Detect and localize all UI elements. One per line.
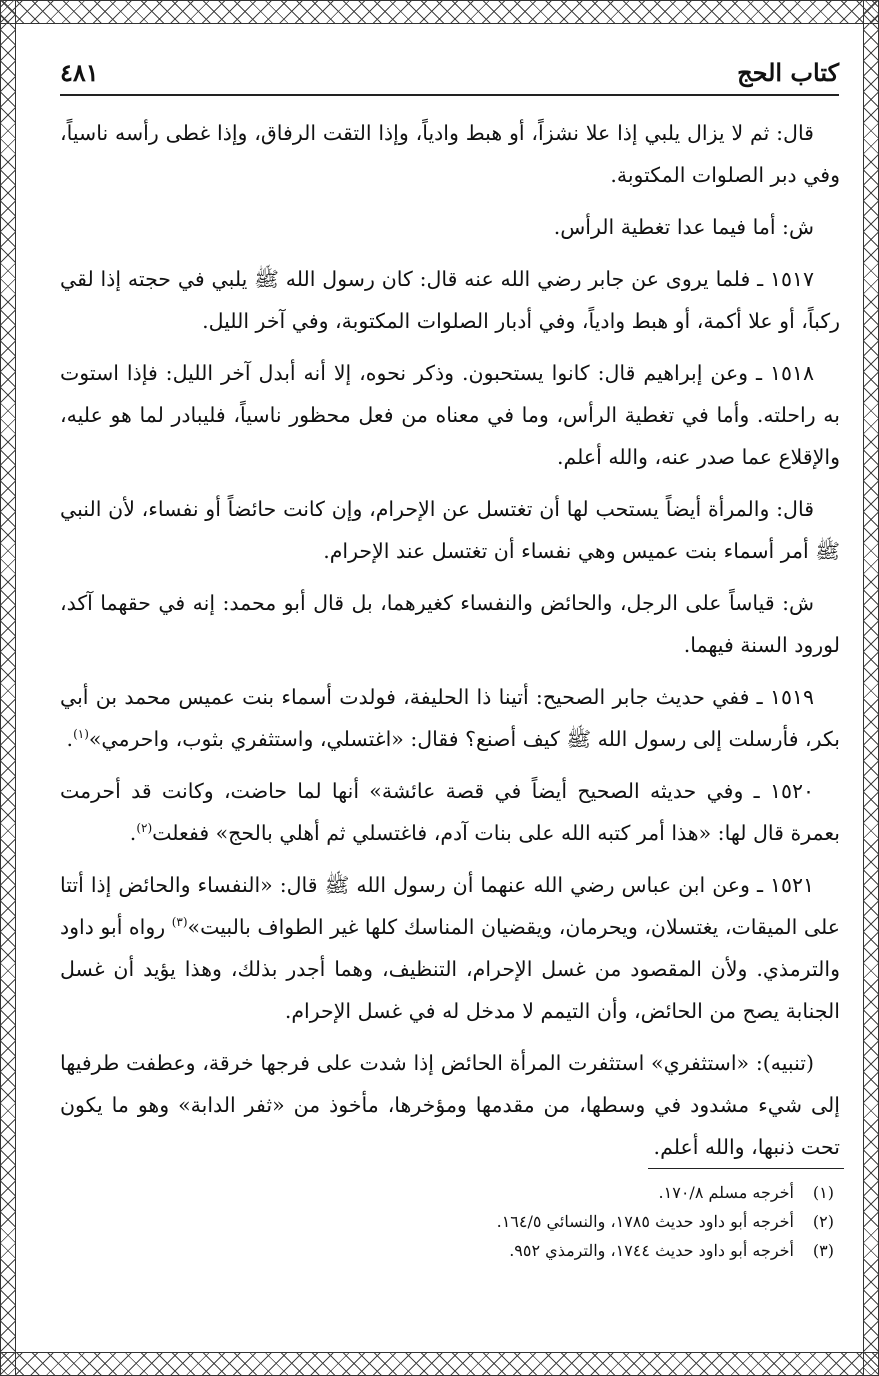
footnote-separator [648, 1168, 844, 1169]
page-number: ٤٨١ [60, 58, 99, 87]
page-border-bottom [0, 1352, 879, 1376]
page-border-right [863, 0, 879, 1376]
paragraph: قال: ثم لا يزال يلبي إذا علا نشزاً، أو هبط وادياً، وإذا التقت الرفاق، وإذا غطى رأسه ناسياً، وفي دبر الصلوات المكتوبة. [60, 121, 840, 187]
paragraph: ١٥٢٠ ـ وفي حديثه الصحيح أيضاً في قصة عائشة» أنها لما حاضت، وكانت قد أحرمت بعمرة قال لها: «هذا أمر كتبه الله على بنات آدم، فاغتسلي ثم أهلي بالحج» ففعلت$^{(٢)}$. [60, 779, 840, 845]
paragraph: ١٥٢١ ـ وعن ابن عباس رضي الله عنهما أن رسول الله ﷺ قال: «النفساء والحائض إذا أتتا على الميقات، يغتسلان، ويحرمان، ويقضيان المناسك كلها غير الطواف بالبيت»$^{(٣)}$ رواه أبو داود والترمذي. ولأن المقصود من غسل الإحرام، التنظيف، وهما أجدر بذلك، وهذا يؤيد أن غسل الجنابة يصح من الحائض، وأن التيمم لا مدخل له في غسل الإحرام. [60, 873, 840, 1023]
page-border-top [0, 0, 879, 24]
page-border-left [0, 0, 16, 1376]
paragraph: ١٥١٩ ـ ففي حديث جابر الصحيح: أتينا ذا الحليفة، فولدت أسماء بنت عميس محمد بن أبي بكر، فأرسلت إلى رسول الله ﷺ كيف أصنع؟ فقال: «اغتسلي، واستثفري بثوب، واحرمي»$^{(١)}$. [60, 685, 840, 751]
paragraph: (تنبيه): «استثفري» استثفرت المرأة الحائض إذا شدت على فرجها خرقة، وعطفت طرفيها إلى شيء مشدود في وسطها، من مقدمها ومؤخرها، مأخوذ من «ثفر الدابة» وهو ما يكون تحت ذنبها، والله أعلم. [60, 1051, 840, 1159]
paragraph: ١٥١٧ ـ فلما يروى عن جابر رضي الله عنه قال: كان رسول الله ﷺ يلبي في حجته إذا لقي ركباً، أو علا أكمة، أو هبط وادياً، وفي أدبار الصلوات المكتوبة، وفي آخر الليل. [60, 267, 840, 333]
page-header [60, 54, 839, 96]
footnotes [60, 1178, 840, 1265]
footnote-ref: (٢) [136, 821, 153, 836]
footnote: (٣)أخرجه أبو داود حديث ١٧٤٤، والترمذي ٩٥٢. [509, 1241, 834, 1260]
footnote: (١)أخرجه مسلم ١٧٠/٨. [658, 1183, 834, 1202]
paragraph: ١٥١٨ ـ وعن إبراهيم قال: كانوا يستحبون. وذكر نحوه، إلا أنه أبدل آخر الليل: فإذا استوت به راحلته. وأما في تغطية الرأس، وما في معناه من فعل محظور ناسياً، فليبادر لما هو عليه، والإقلاع عما صدر عنه، والله أعلم. [60, 361, 840, 469]
paragraph: ش: قياساً على الرجل، والحائض والنفساء كغيرهما، بل قال أبو محمد: إنه في حقهما آكد، لورود السنة فيهما. [60, 591, 840, 657]
footnote: (٢)أخرجه أبو داود حديث ١٧٨٥، والنسائي ١٦٤/٥. [496, 1212, 834, 1231]
paragraph: قال: والمرأة أيضاً يستحب لها أن تغتسل عن الإحرام، وإن كانت حائضاً أو نفساء، لأن النبي ﷺ أمر أسماء بنت عميس وهي نفساء أن تغتسل عند الإحرام. [60, 497, 840, 563]
footnote-ref: (٣) [171, 915, 188, 930]
footnote-ref: (١) [73, 727, 89, 742]
chapter-title: كتاب الحج [737, 58, 839, 87]
paragraph: ش: أما فيما عدا تغطية الرأس. [553, 215, 814, 239]
main-text [60, 112, 840, 1178]
